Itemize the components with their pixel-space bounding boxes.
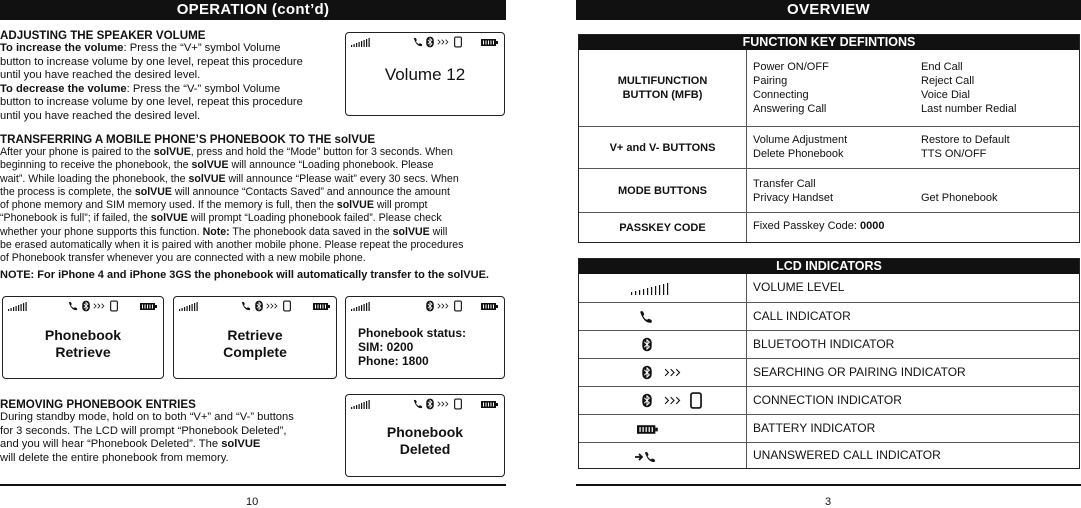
battery-icon	[637, 424, 659, 435]
signal-icon	[351, 400, 377, 409]
table-row	[579, 212, 1079, 242]
mobile-phone-icon	[283, 300, 291, 312]
lcd-status-bar	[8, 302, 158, 311]
battery-indicator-label: BATTERY INDICATOR	[753, 420, 876, 435]
call-icon	[68, 301, 78, 311]
left-page-header: OPERATION (cont’d)	[0, 0, 506, 20]
mfb-key-label: MULTIFUNCTION BUTTON (MFB)	[579, 50, 747, 126]
battery-icon	[481, 302, 499, 311]
connection-indicator-label: CONNECTION INDICATOR	[753, 392, 902, 407]
lcd-line-3: Phone: 1800	[358, 354, 429, 368]
lcd-volume-text: Volume 12	[384, 65, 466, 84]
remove-phonebook-title: REMOVING PHONEBOOK ENTRIES	[0, 398, 196, 411]
searching-arrows-icon	[93, 302, 107, 310]
searching-arrows-icon	[437, 302, 451, 310]
mode-functions-col2: Get Phonebook	[921, 192, 998, 204]
function-key-table	[578, 34, 1080, 243]
bluetooth-icon	[426, 398, 434, 410]
unanswered-call-icon	[634, 449, 660, 465]
adjust-volume-title: ADJUSTING THE SPEAKER VOLUME	[0, 29, 206, 42]
table-row	[579, 442, 1079, 468]
right-page-header: OVERVIEW	[576, 0, 1081, 20]
signal-icon	[179, 302, 205, 311]
right-footer-rule	[576, 484, 1081, 486]
passkey-key-label: PASSKEY CODE	[579, 213, 747, 242]
lcd-status-bar	[179, 302, 331, 311]
lcd-line-2: Complete	[223, 344, 287, 360]
lcd-line-2: Retrieve	[55, 344, 111, 360]
lcd-line-1: Phonebook	[44, 327, 122, 343]
table-row	[579, 386, 1079, 414]
volume-level-label: VOLUME LEVEL	[753, 280, 845, 295]
table-row	[579, 274, 1079, 302]
mobile-phone-icon	[690, 392, 702, 409]
lcd-volume-screen	[345, 32, 505, 116]
passkey-value: Fixed Passkey Code: 0000	[753, 220, 885, 232]
mobile-phone-icon	[454, 300, 462, 312]
lcd-retrieve-complete	[173, 296, 337, 379]
unanswered-call-label: UNANSWERED CALL INDICATOR	[753, 447, 941, 462]
bluetooth-icon	[642, 337, 652, 352]
right-page	[576, 0, 1081, 508]
lcd-line-1: Retrieve	[227, 327, 283, 343]
signal-icon	[351, 302, 377, 311]
lcd-indicators-table	[578, 258, 1080, 469]
battery-icon	[481, 400, 499, 409]
call-icon	[413, 399, 423, 409]
battery-icon	[313, 302, 331, 311]
volume-functions-col1: Volume Adjustment Delete Phonebook	[753, 134, 848, 160]
volume-key-label: V+ and V- BUTTONS	[579, 127, 747, 168]
remove-phonebook-section	[0, 398, 340, 465]
table-row	[579, 358, 1079, 386]
call-icon	[639, 310, 653, 324]
searching-arrows-icon	[266, 302, 280, 310]
mode-key-label: MODE BUTTONS	[579, 169, 747, 212]
call-indicator-label: CALL INDICATOR	[753, 308, 851, 323]
lcd-line-2: Deleted	[399, 441, 451, 457]
mode-functions-col1: Transfer Call Privacy Handset	[753, 178, 834, 204]
volume-functions-col2: Restore to Default TTS ON/OFF	[921, 134, 1010, 160]
lcd-status-bar	[351, 302, 499, 311]
function-key-table-title: FUNCTION KEY DEFINTIONS	[579, 35, 1079, 50]
lcd-phonebook-deleted	[345, 394, 505, 477]
bluetooth-icon	[255, 300, 263, 312]
searching-arrows-icon	[664, 396, 684, 405]
battery-icon	[481, 38, 499, 47]
lcd-indicators-table-title: LCD INDICATORS	[579, 259, 1079, 274]
lcd-line-1: Phonebook status:	[358, 326, 467, 340]
searching-arrows-icon	[437, 400, 451, 408]
signal-icon	[8, 302, 34, 311]
lcd-line-2: SIM: 0200	[358, 340, 414, 354]
adjust-volume-text: To increase the volume: Press the “V+” symbol Volume button to increase volume by one level, repeat this procedure until you have reached the desired level. To decrease the volume: Press the “V-” symbol Volume button to increase volume by one level, repeat this procedure until you have reached the desired level.	[0, 42, 303, 122]
mfb-functions-col1: Power ON/OFF Pairing Connecting Answering Call	[753, 61, 829, 115]
bluetooth-icon	[642, 365, 652, 380]
table-row	[579, 168, 1079, 212]
lcd-phonebook-status	[345, 296, 505, 379]
bluetooth-icon	[426, 36, 434, 48]
table-row	[579, 126, 1079, 168]
bluetooth-icon	[426, 300, 434, 312]
transfer-phonebook-title: TRANSFERRING A MOBILE PHONE’S PHONEBOOK TO THE solVUE	[0, 133, 376, 146]
mobile-phone-icon	[454, 36, 462, 48]
bluetooth-icon	[642, 393, 652, 408]
transfer-phonebook-text: After your phone is paired to the solVUE, press and hold the “Mode” button for 3 seconds. When beginning to receive the phonebook, the solVUE will announce “Loading phonebook. Please wait”. While loading the phonebook, the solVUE will announce “Please wait” every 30 secs. When the process is complete, the solVUE will announce “Contacts Saved” and announce the amount of phone memory and SIM memory used. If the memory is full, then the solVUE will prompt “Phonebook is full”; if failed, the solVUE will prompt “Loading phonebook failed”. Please check whether your phone supports this function. Note: The phonebook data saved in the solVUE will be erased automatically when it is paired with another mobile phone. Please repeat the procedures of Phonebook transfer whenever you are connected with a new mobile phone.	[0, 146, 464, 265]
left-page-number: 10	[246, 496, 259, 508]
iphone-note: NOTE: For iPhone 4 and iPhone 3GS the phonebook will automatically transfer to the solVUE.	[0, 268, 489, 281]
signal-icon	[351, 38, 377, 47]
call-icon	[413, 37, 423, 47]
lcd-status-bar	[351, 38, 499, 47]
battery-icon	[140, 302, 158, 311]
mfb-functions-col2: End Call Reject Call Voice Dial Last number Redial	[921, 61, 1017, 115]
lcd-status-lines	[358, 326, 466, 368]
table-row	[579, 330, 1079, 358]
table-row	[579, 50, 1079, 126]
left-page	[0, 0, 506, 508]
searching-arrows-icon	[664, 368, 684, 377]
right-page-number: 3	[825, 496, 832, 508]
mobile-phone-icon	[454, 398, 462, 410]
bluetooth-indicator-label: BLUETOOTH INDICATOR	[753, 336, 895, 351]
adjust-volume-section	[0, 29, 340, 124]
table-row	[579, 414, 1079, 442]
left-footer-rule	[0, 484, 506, 486]
searching-indicator-label: SEARCHING OR PAIRING INDICATOR	[753, 364, 966, 379]
table-row	[579, 302, 1079, 330]
transfer-phonebook-section	[0, 133, 506, 282]
mobile-phone-icon	[110, 300, 118, 312]
remove-phonebook-text: During standby mode, hold on to both “V+” and “V-” buttons for 3 seconds. The LCD will prompt “Phonebook Deleted”, and you will hear “Phonebook Deleted”. The solVUE will delete the entire phonebook from memory.	[0, 411, 294, 464]
searching-arrows-icon	[437, 38, 451, 46]
lcd-phonebook-retrieve	[2, 296, 164, 379]
lcd-status-bar	[351, 400, 499, 409]
volume-level-icon	[631, 283, 673, 295]
bluetooth-icon	[82, 300, 90, 312]
call-icon	[241, 301, 251, 311]
lcd-line-1: Phonebook	[386, 424, 464, 440]
